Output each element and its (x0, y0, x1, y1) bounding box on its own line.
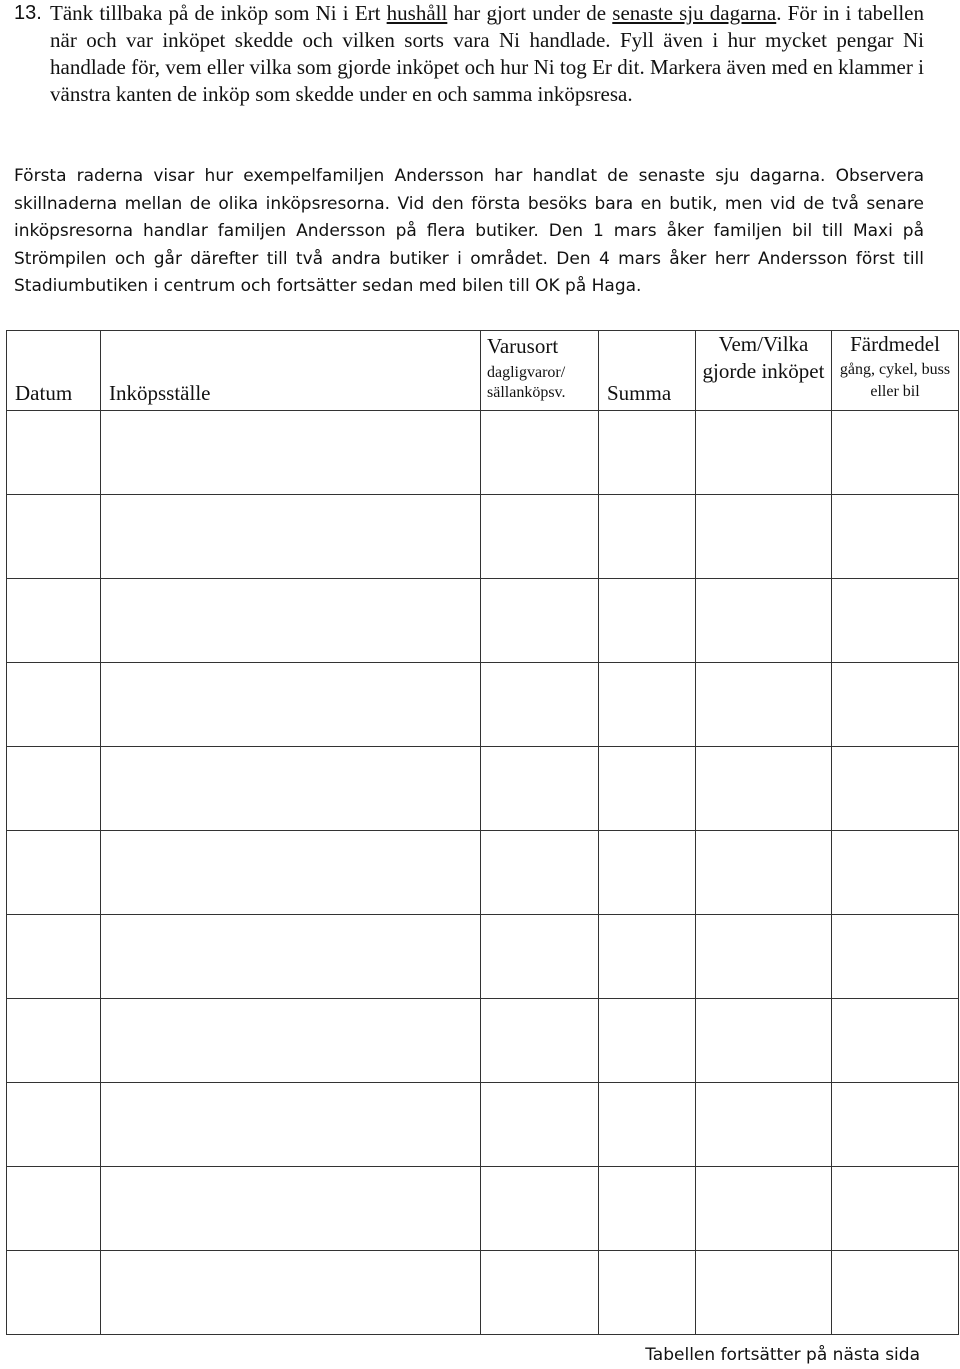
table-row (7, 1083, 959, 1167)
datum-cell[interactable] (7, 495, 101, 579)
fardmedel-cell[interactable] (832, 411, 959, 495)
fardmedel-cell[interactable] (832, 1167, 959, 1251)
fardmedel-cell[interactable] (832, 579, 959, 663)
inkopsstalle-cell[interactable] (101, 663, 481, 747)
inkopsstalle-cell[interactable] (101, 915, 481, 999)
datum-cell[interactable] (7, 1167, 101, 1251)
vem-cell[interactable] (696, 579, 832, 663)
datum-cell[interactable] (7, 1083, 101, 1167)
summa-cell[interactable] (599, 999, 696, 1083)
header-inkopsstalle: Inköpsställe (101, 331, 481, 411)
fardmedel-cell[interactable] (832, 831, 959, 915)
varusort-cell[interactable] (481, 411, 599, 495)
summa-cell[interactable] (599, 747, 696, 831)
fardmedel-cell[interactable] (832, 747, 959, 831)
varusort-cell[interactable] (481, 663, 599, 747)
header-fardmedel-sub: gång, cykel, buss eller bil (839, 361, 951, 400)
summa-cell[interactable] (599, 495, 696, 579)
header-varusort-sub: dagligvaror/ sällanköpsv. (487, 364, 566, 401)
summa-cell[interactable] (599, 1251, 696, 1335)
varusort-cell[interactable] (481, 1083, 599, 1167)
header-datum: Datum (7, 331, 101, 411)
inkopsstalle-cell[interactable] (101, 1251, 481, 1335)
task-text-part: . För in i tabellen när och var inköpet skedde och vilken sorts vara Ni handlade. Fyll även i hur mycket pengar Ni handlade för, vem eller vilka som gjorde inköpet och hur Ni tog Er dit. Markera även med en klammer i vänstra kanten de inköp som skedde under en och samma inköpsresa. (50, 1, 924, 106)
varusort-cell[interactable] (481, 915, 599, 999)
table-header-row (7, 331, 959, 411)
table-row (7, 1167, 959, 1251)
vem-cell[interactable] (696, 1251, 832, 1335)
task-text-part: har gjort under de (447, 1, 613, 25)
varusort-cell[interactable] (481, 1251, 599, 1335)
header-varusort-label: Varusort (487, 334, 559, 358)
varusort-cell[interactable] (481, 747, 599, 831)
inkopsstalle-cell[interactable] (101, 999, 481, 1083)
datum-cell[interactable] (7, 915, 101, 999)
vem-cell[interactable] (696, 495, 832, 579)
fardmedel-cell[interactable] (832, 1251, 959, 1335)
vem-cell[interactable] (696, 915, 832, 999)
task-underlined-period: senaste sju dagarna (612, 1, 777, 25)
header-varusort (481, 331, 599, 411)
task-text-part: Tänk tillbaka på de inköp som Ni i Ert (50, 1, 387, 25)
datum-cell[interactable] (7, 663, 101, 747)
fardmedel-cell[interactable] (832, 999, 959, 1083)
inkopsstalle-cell[interactable] (101, 1083, 481, 1167)
varusort-cell[interactable] (481, 1167, 599, 1251)
datum-cell[interactable] (7, 999, 101, 1083)
summa-cell[interactable] (599, 663, 696, 747)
vem-cell[interactable] (696, 411, 832, 495)
summa-cell[interactable] (599, 831, 696, 915)
inkopsstalle-cell[interactable] (101, 411, 481, 495)
vem-cell[interactable] (696, 831, 832, 915)
vem-cell[interactable] (696, 999, 832, 1083)
table-row (7, 495, 959, 579)
table-row (7, 915, 959, 999)
vem-cell[interactable] (696, 747, 832, 831)
varusort-cell[interactable] (481, 495, 599, 579)
table-row (7, 747, 959, 831)
inkopsstalle-cell[interactable] (101, 495, 481, 579)
table-row (7, 663, 959, 747)
varusort-cell[interactable] (481, 831, 599, 915)
varusort-cell[interactable] (481, 579, 599, 663)
header-vem-label: Vem/Vilka gjorde inköpet (702, 332, 825, 383)
summa-cell[interactable] (599, 1167, 696, 1251)
task-underlined-household: hushåll (386, 1, 448, 25)
vem-cell[interactable] (696, 1167, 832, 1251)
datum-cell[interactable] (7, 1251, 101, 1335)
vem-cell[interactable] (696, 663, 832, 747)
task-number: 13. (14, 2, 42, 24)
fardmedel-cell[interactable] (832, 915, 959, 999)
header-summa: Summa (599, 331, 696, 411)
table-row (7, 999, 959, 1083)
varusort-cell[interactable] (481, 999, 599, 1083)
table-row (7, 411, 959, 495)
table-row (7, 831, 959, 915)
inkopsstalle-cell[interactable] (101, 1167, 481, 1251)
table-row (7, 579, 959, 663)
table-row (7, 1251, 959, 1335)
task-instructions (50, 0, 924, 108)
fardmedel-cell[interactable] (832, 663, 959, 747)
datum-cell[interactable] (7, 831, 101, 915)
vem-cell[interactable] (696, 1083, 832, 1167)
purchase-log-table (6, 330, 959, 1335)
fardmedel-cell[interactable] (832, 1083, 959, 1167)
summa-cell[interactable] (599, 915, 696, 999)
summa-cell[interactable] (599, 411, 696, 495)
inkopsstalle-cell[interactable] (101, 831, 481, 915)
fardmedel-cell[interactable] (832, 495, 959, 579)
summa-cell[interactable] (599, 1083, 696, 1167)
summa-cell[interactable] (599, 579, 696, 663)
inkopsstalle-cell[interactable] (101, 747, 481, 831)
inkopsstalle-cell[interactable] (101, 579, 481, 663)
header-vem (696, 331, 832, 411)
datum-cell[interactable] (7, 747, 101, 831)
task-13 (14, 0, 924, 108)
example-explanation: Första raderna visar hur exempelfamiljen Andersson har handlat de senaste sju dagarna. Observera skillnaderna mellan de olika inköpsresorna. Vid den första besöks bara en butik, men vid de två senare inköpsresorna handlar familjen Andersson på flera butiker. Den 1 mars åker familjen bil till Maxi på Strömpilen och går därefter till två andra butiker i området. Den 4 mars åker herr Andersson först till Stadiumbutiken i centrum och fortsätter sedan med bilen till OK på Haga. (14, 166, 924, 296)
continuation-note: Tabellen fortsätter på nästa sida (645, 1345, 920, 1365)
datum-cell[interactable] (7, 579, 101, 663)
datum-cell[interactable] (7, 411, 101, 495)
header-fardmedel-label: Färdmedel (850, 332, 940, 356)
header-fardmedel (832, 331, 959, 411)
